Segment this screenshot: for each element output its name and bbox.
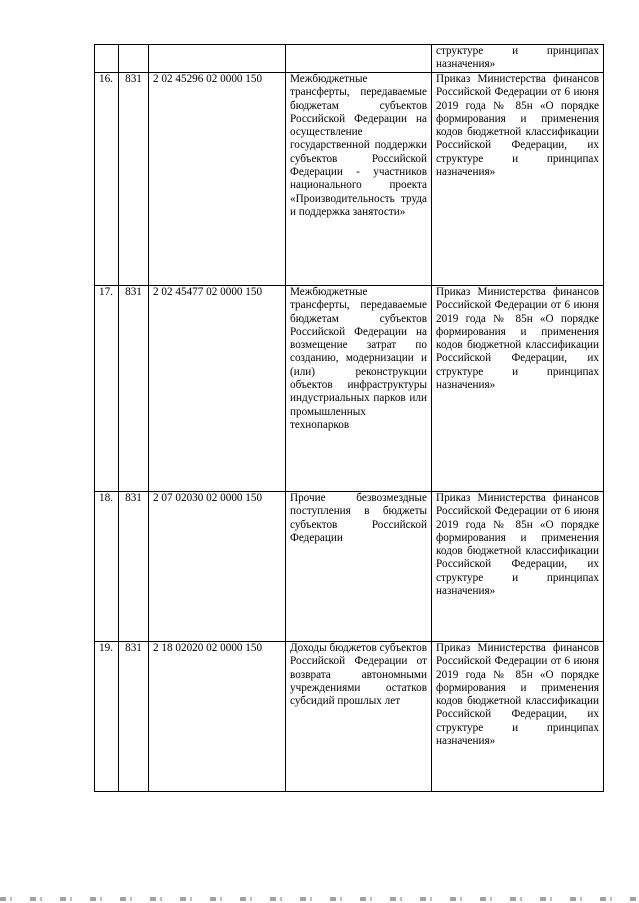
income-name-cell bbox=[286, 45, 432, 73]
table-row bbox=[95, 286, 604, 492]
table-row bbox=[95, 642, 604, 792]
admin-code-cell bbox=[119, 45, 149, 73]
row-number-cell: 17. bbox=[95, 286, 119, 492]
row-number-cell: 19. bbox=[95, 642, 119, 792]
budget-code-cell: 2 02 45296 02 0000 150 bbox=[149, 73, 286, 286]
legal-basis-cell: Приказ Министерства финансов Российской Федерации от 6 июня 2019 года № 85н «О порядке формирования и применения кодов бюджетной классификации Российской Федерации, их структуре и принципах назначения» bbox=[432, 286, 604, 492]
row-number-cell bbox=[95, 45, 119, 73]
table-row bbox=[95, 492, 604, 642]
legal-basis-cell: Приказ Министерства финансов Российской Федерации от 6 июня 2019 года № 85н «О порядке формирования и применения кодов бюджетной классификации Российской Федерации, их структуре и принципах назначения» bbox=[432, 73, 604, 286]
table-row-continuation bbox=[95, 45, 604, 73]
admin-code-cell: 831 bbox=[119, 492, 149, 642]
income-name-cell: Прочие безвозмездные поступления в бюджеты субъектов Российской Федерации bbox=[286, 492, 432, 642]
row-number-cell: 16. bbox=[95, 73, 119, 286]
legal-basis-cell: структуре и принципах назначения» bbox=[432, 45, 604, 73]
legal-basis-cell: Приказ Министерства финансов Российской Федерации от 6 июня 2019 года № 85н «О порядке формирования и применения кодов бюджетной классификации Российской Федерации, их структуре и принципах назначения» bbox=[432, 642, 604, 792]
budget-code-cell: 2 07 02030 02 0000 150 bbox=[149, 492, 286, 642]
row-number-cell: 18. bbox=[95, 492, 119, 642]
income-name-cell: Межбюджетные трансферты, передаваемые бюджетам субъектов Российской Федерации на возмещение затрат по созданию, модернизации и (или) реконструкции объектов инфраструктуры индустриальных парков или промышленных технопарков bbox=[286, 286, 432, 492]
income-name-cell: Доходы бюджетов субъектов Российской Федерации от возврата автономными учреждениями остатков субсидий прошлых лет bbox=[286, 642, 432, 792]
scan-artifact-strip bbox=[0, 897, 639, 901]
income-name-cell: Межбюджетные трансферты, передаваемые бюджетам субъектов Российской Федерации на осуществление государственной поддержки субъектов Российской Федерации - участников национального проекта «Производительность труда и поддержка занятости» bbox=[286, 73, 432, 286]
budget-code-cell: 2 02 45477 02 0000 150 bbox=[149, 286, 286, 492]
admin-code-cell: 831 bbox=[119, 642, 149, 792]
admin-code-cell: 831 bbox=[119, 286, 149, 492]
admin-code-cell: 831 bbox=[119, 73, 149, 286]
table-row bbox=[95, 73, 604, 286]
budget-code-cell: 2 18 02020 02 0000 150 bbox=[149, 642, 286, 792]
legal-basis-cell: Приказ Министерства финансов Российской Федерации от 6 июня 2019 года № 85н «О порядке формирования и применения кодов бюджетной классификации Российской Федерации, их структуре и принципах назначения» bbox=[432, 492, 604, 642]
revenue-codes-table bbox=[94, 44, 604, 792]
budget-code-cell bbox=[149, 45, 286, 73]
